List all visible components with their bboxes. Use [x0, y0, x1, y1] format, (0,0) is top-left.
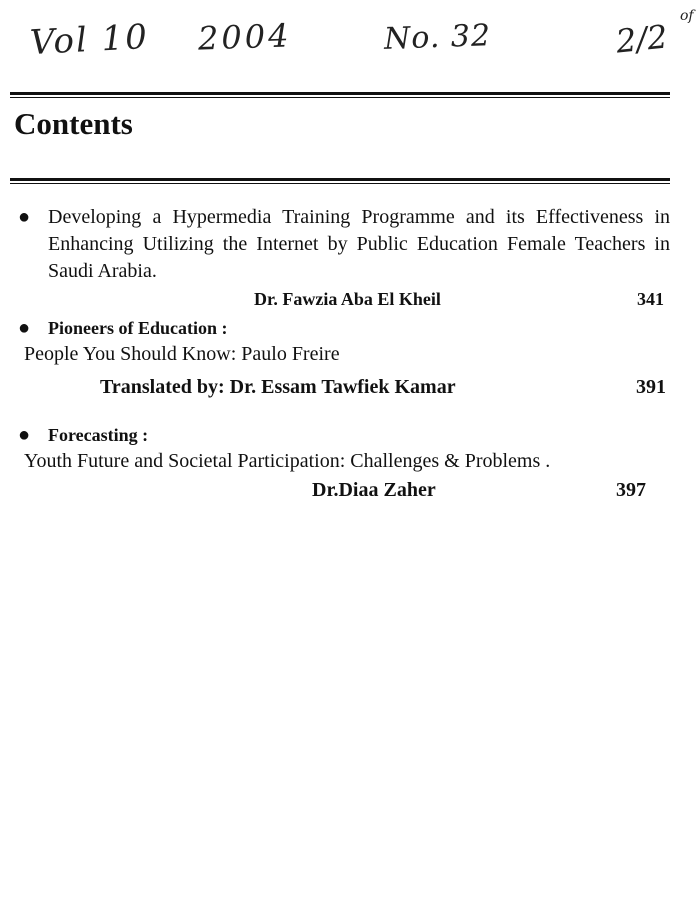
bullet-icon: ●: [18, 317, 31, 339]
bullet-icon: ●: [18, 206, 31, 228]
handwritten-part: 2/2: [614, 17, 670, 61]
handwritten-volume: Vol 10: [29, 16, 150, 64]
contents-entry-2: [18, 315, 670, 408]
entry-3-byline: [48, 475, 670, 505]
handwritten-annotation: [0, 8, 699, 80]
handwritten-part-of: of: [680, 8, 694, 24]
entry-2-title: People You Should Know: Paulo Freire: [24, 343, 340, 365]
contents-entry-1: [18, 204, 670, 315]
entry-2-byline: [48, 368, 670, 408]
entry-1-byline: [48, 285, 670, 315]
entry-2-page-number: 391: [636, 376, 666, 398]
entry-1-page-number: 341: [637, 289, 664, 309]
handwritten-number: No. 32: [383, 18, 492, 57]
entry-3-author: Dr.Diaa Zaher: [312, 479, 436, 501]
contents-list: [18, 204, 670, 505]
entry-3-title: Youth Future and Societal Participation: Challenges & Problems .: [24, 450, 551, 472]
page-title: Contents: [14, 106, 133, 141]
title-rule-divider: [10, 178, 670, 184]
entry-3-category: Forecasting :: [48, 425, 149, 445]
handwritten-year: 2004: [197, 16, 293, 58]
top-rule-divider: [10, 92, 670, 98]
entry-1-title: Developing a Hypermedia Training Programme and its Effectiveness in Enhancing Utilizing the Internet by Public Education Female Teachers in Saudi Arabia.: [48, 206, 670, 282]
bullet-icon: ●: [18, 424, 31, 446]
entry-2-category: Pioneers of Education :: [48, 318, 228, 338]
contents-entry-3: [18, 422, 670, 505]
entry-3-page-number: 397: [616, 479, 646, 501]
entry-1-author: Dr. Fawzia Aba El Kheil: [254, 289, 441, 309]
entry-2-author: Translated by: Dr. Essam Tawfiek Kamar: [100, 376, 456, 398]
